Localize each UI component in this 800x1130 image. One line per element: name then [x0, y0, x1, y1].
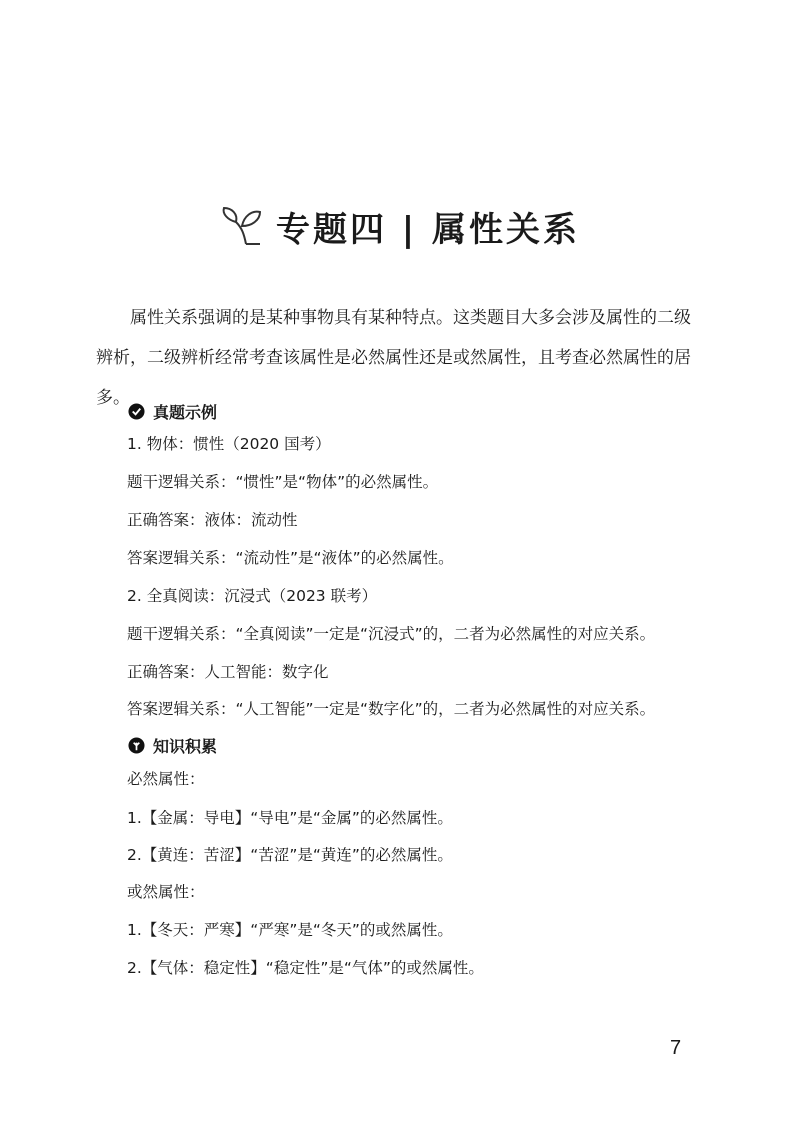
page-title-text: 专题四 | 属性关系 [275, 209, 581, 250]
list-item: 1.【冬天：严寒】“严寒”是“冬天”的或然属性。 [127, 921, 453, 939]
sprout-icon [220, 204, 272, 248]
list-item: 1.【金属：导电】“导电”是“金属”的必然属性。 [127, 809, 453, 827]
intro-paragraph: 属性关系强调的是某种事物具有某种特点。这类题目大多会涉及属性的二级辨析，二级辨析经常考查该属性是必然属性还是或然属性，且考查必然属性的居多。 [96, 308, 691, 408]
list-item: 题干逻辑关系：“全真阅读”一定是“沉浸式”的，二者为必然属性的对应关系。 [127, 625, 656, 643]
list-item: 2. 全真阅读：沉浸式（2023 联考） [127, 587, 378, 605]
list-item: 正确答案：人工智能：数字化 [127, 663, 329, 681]
list-item: 答案逻辑关系：“人工智能”一定是“数字化”的，二者为必然属性的对应关系。 [127, 700, 656, 718]
list-item: 2.【气体：稳定性】“稳定性”是“气体”的或然属性。 [127, 959, 484, 977]
list-item: 答案逻辑关系：“流动性”是“液体”的必然属性。 [127, 549, 454, 567]
section-heading-examples [128, 400, 217, 423]
list-item: 必然属性： [127, 770, 205, 788]
list-item: 1. 物体：惯性（2020 国考） [127, 435, 331, 453]
page-title [0, 196, 800, 256]
section-heading-text: 真题示例 [153, 403, 218, 422]
section-heading-knowledge [128, 734, 217, 757]
badge-icon [128, 403, 145, 420]
section-heading-text: 知识积累 [153, 737, 218, 756]
list-item: 正确答案：液体：流动性 [127, 511, 298, 529]
list-item: 或然属性： [127, 883, 205, 901]
tree-icon [128, 737, 145, 754]
list-item: 2.【黄连：苦涩】“苦涩”是“黄连”的必然属性。 [127, 846, 453, 864]
list-item: 题干逻辑关系：“惯性”是“物体”的必然属性。 [127, 473, 439, 491]
page-number: 7 [670, 1037, 682, 1059]
